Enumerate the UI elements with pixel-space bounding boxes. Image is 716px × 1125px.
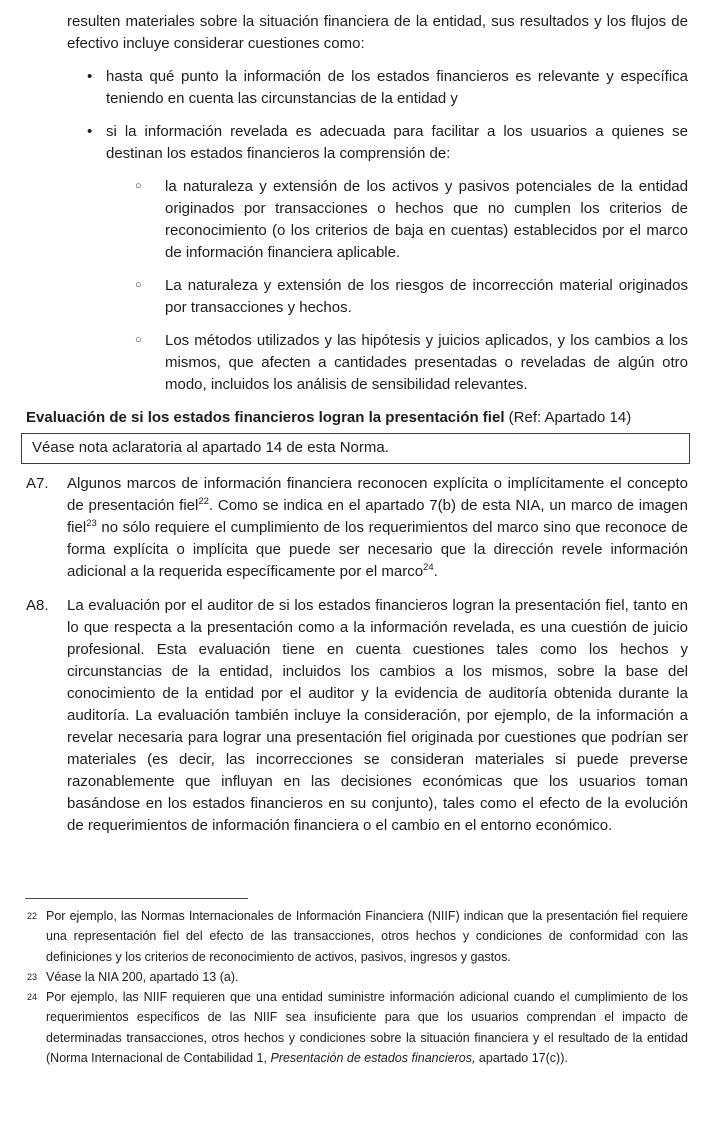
bullet-text: hasta qué punto la información de los estados financieros es relevante y específica teniendo en cuenta las circunstancias de la entidad y [106, 68, 688, 107]
footnote-text: apartado 17(c)). [475, 1051, 568, 1066]
bullet-item-2 [87, 121, 688, 165]
paragraph-text: . Como se indica en el apartado 7(b) de esta NIA, un marco de imagen fiel [67, 497, 688, 536]
footnote-number: 24 [27, 992, 38, 1003]
sub-bullet-item-3 [135, 330, 688, 396]
footnote-text-italic: Presentación de estados financieros, [270, 1051, 476, 1066]
paragraph-text: no sólo requiere el cumplimiento de los requerimientos del marco sino que reconoce de forma explícita o implícita que puede ser necesario que la dirección revele información adicional a la requerida específicamente por el marco [67, 519, 688, 580]
bullet-text: si la información revelada es adecuada para facilitar a los usuarios a quienes se destinan los estados financieros la comprensión de: [106, 123, 688, 162]
circle-bullet-icon: ○ [135, 180, 142, 192]
footnote-ref-24: 24 [423, 562, 434, 573]
circle-bullet-icon: ○ [135, 334, 142, 346]
footnote-text: Por ejemplo, las NIIF requieren que una entidad suministre información adicional cuando el cumplimiento de los requerimientos específicos de las NIIF sea insuficiente para que los usuarios comprendan el impacto de determinadas transacciones, otros hechos y condiciones sobre la situación financiera y el resultado de la entidad (Norma Internacional de Contabilidad 1, [46, 990, 688, 1066]
footnotes-section [0, 898, 716, 1068]
paragraph-text: La evaluación por el auditor de si los estados financieros logran la presentación fiel, tanto en lo que respecta a la presentación como a la información revelada, es una cuestión de juicio profesional. Esta evaluación tiene en cuenta cuestiones tales como los hechos y circunstancias de la entidad, incluidos los cambios a los mismos, sobre la base del conocimiento de la entidad por el auditor y la evidencia de auditoría obtenida durante la auditoría. La evaluación también incluye la consideración, por ejemplo, de la información a revelar necesaria para lograr una presentación fiel originada por cuestiones que podrían ser materiales (es decir, las incorrecciones se consideran materiales si puede preverse razonablemente que influyan en las decisiones económicas que los usuarios toman basándose en los estados financieros en su conjunto), tales como el efecto de la evolución de requerimientos de información financiera o el cambio en el entorno económico. [67, 597, 688, 834]
footnote-separator-rule [25, 898, 248, 899]
intro-paragraph: resulten materiales sobre la situación financiera de la entidad, sus resultados y los flujos de efectivo incluye considerar cuestiones como: [67, 13, 688, 52]
section-heading-bold: Evaluación de si los estados financieros logran la presentación fiel [26, 409, 505, 426]
footnote-22 [27, 906, 688, 967]
sub-bullet-text: Los métodos utilizados y las hipótesis y juicios aplicados, y los cambios a los mismos, que afecten a cantidades presentadas o reveladas de algún otro modo, incluidos los análisis de sensibilidad relevantes. [165, 332, 688, 393]
main-content [0, 11, 716, 849]
paragraph-label: A7. [26, 475, 49, 492]
bullet-item-1 [87, 66, 688, 110]
circle-bullet-icon: ○ [135, 279, 142, 291]
footnote-number: 23 [27, 971, 38, 982]
paragraph-text: . [433, 563, 438, 580]
note-box [21, 433, 690, 464]
footnote-24 [27, 987, 688, 1068]
bullet-icon: • [87, 123, 93, 140]
footnote-number: 22 [27, 911, 38, 921]
paragraph-a7 [26, 473, 688, 583]
note-box-text: Véase nota aclaratoria al apartado 14 de esta Norma. [32, 439, 389, 456]
sub-bullet-item-2 [135, 275, 688, 319]
paragraph-label: A8. [26, 597, 49, 614]
section-heading-ref: (Ref: Apartado 14) [504, 409, 632, 426]
footnote-text: Por ejemplo, las Normas Internacionales de Información Financiera (NIIF) indican que la presentación fiel requiere una representación fiel del efecto de las transacciones, otros hechos y condiciones de conformidad con las definiciones y los criterios de reconocimiento de activos, pasivos, ingresos y gastos. [46, 909, 688, 964]
footnote-23 [27, 967, 688, 987]
footnote-text: Véase la NIA 200, apartado 13 (a). [46, 969, 239, 984]
footnote-ref-22: 22 [198, 496, 209, 507]
sub-bullet-item-1 [135, 176, 688, 264]
sub-bullet-text: La naturaleza y extensión de los riesgos de incorrección material originados por transacciones y hechos. [165, 277, 688, 316]
paragraph-text: Algunos marcos de información financiera reconocen explícita o implícitamente el concepto de presentación fiel [67, 475, 688, 514]
paragraph-a8 [26, 595, 688, 837]
sub-bullet-text: la naturaleza y extensión de los activos y pasivos potenciales de la entidad originados por transacciones o hechos que no cumplen los criterios de reconocimiento (o los criterios de baja en cuentas) establecidos por el marco de información financiera aplicable. [165, 178, 688, 261]
section-heading [26, 407, 688, 429]
footnote-ref-23: 23 [86, 518, 97, 529]
bullet-icon: • [87, 68, 93, 85]
